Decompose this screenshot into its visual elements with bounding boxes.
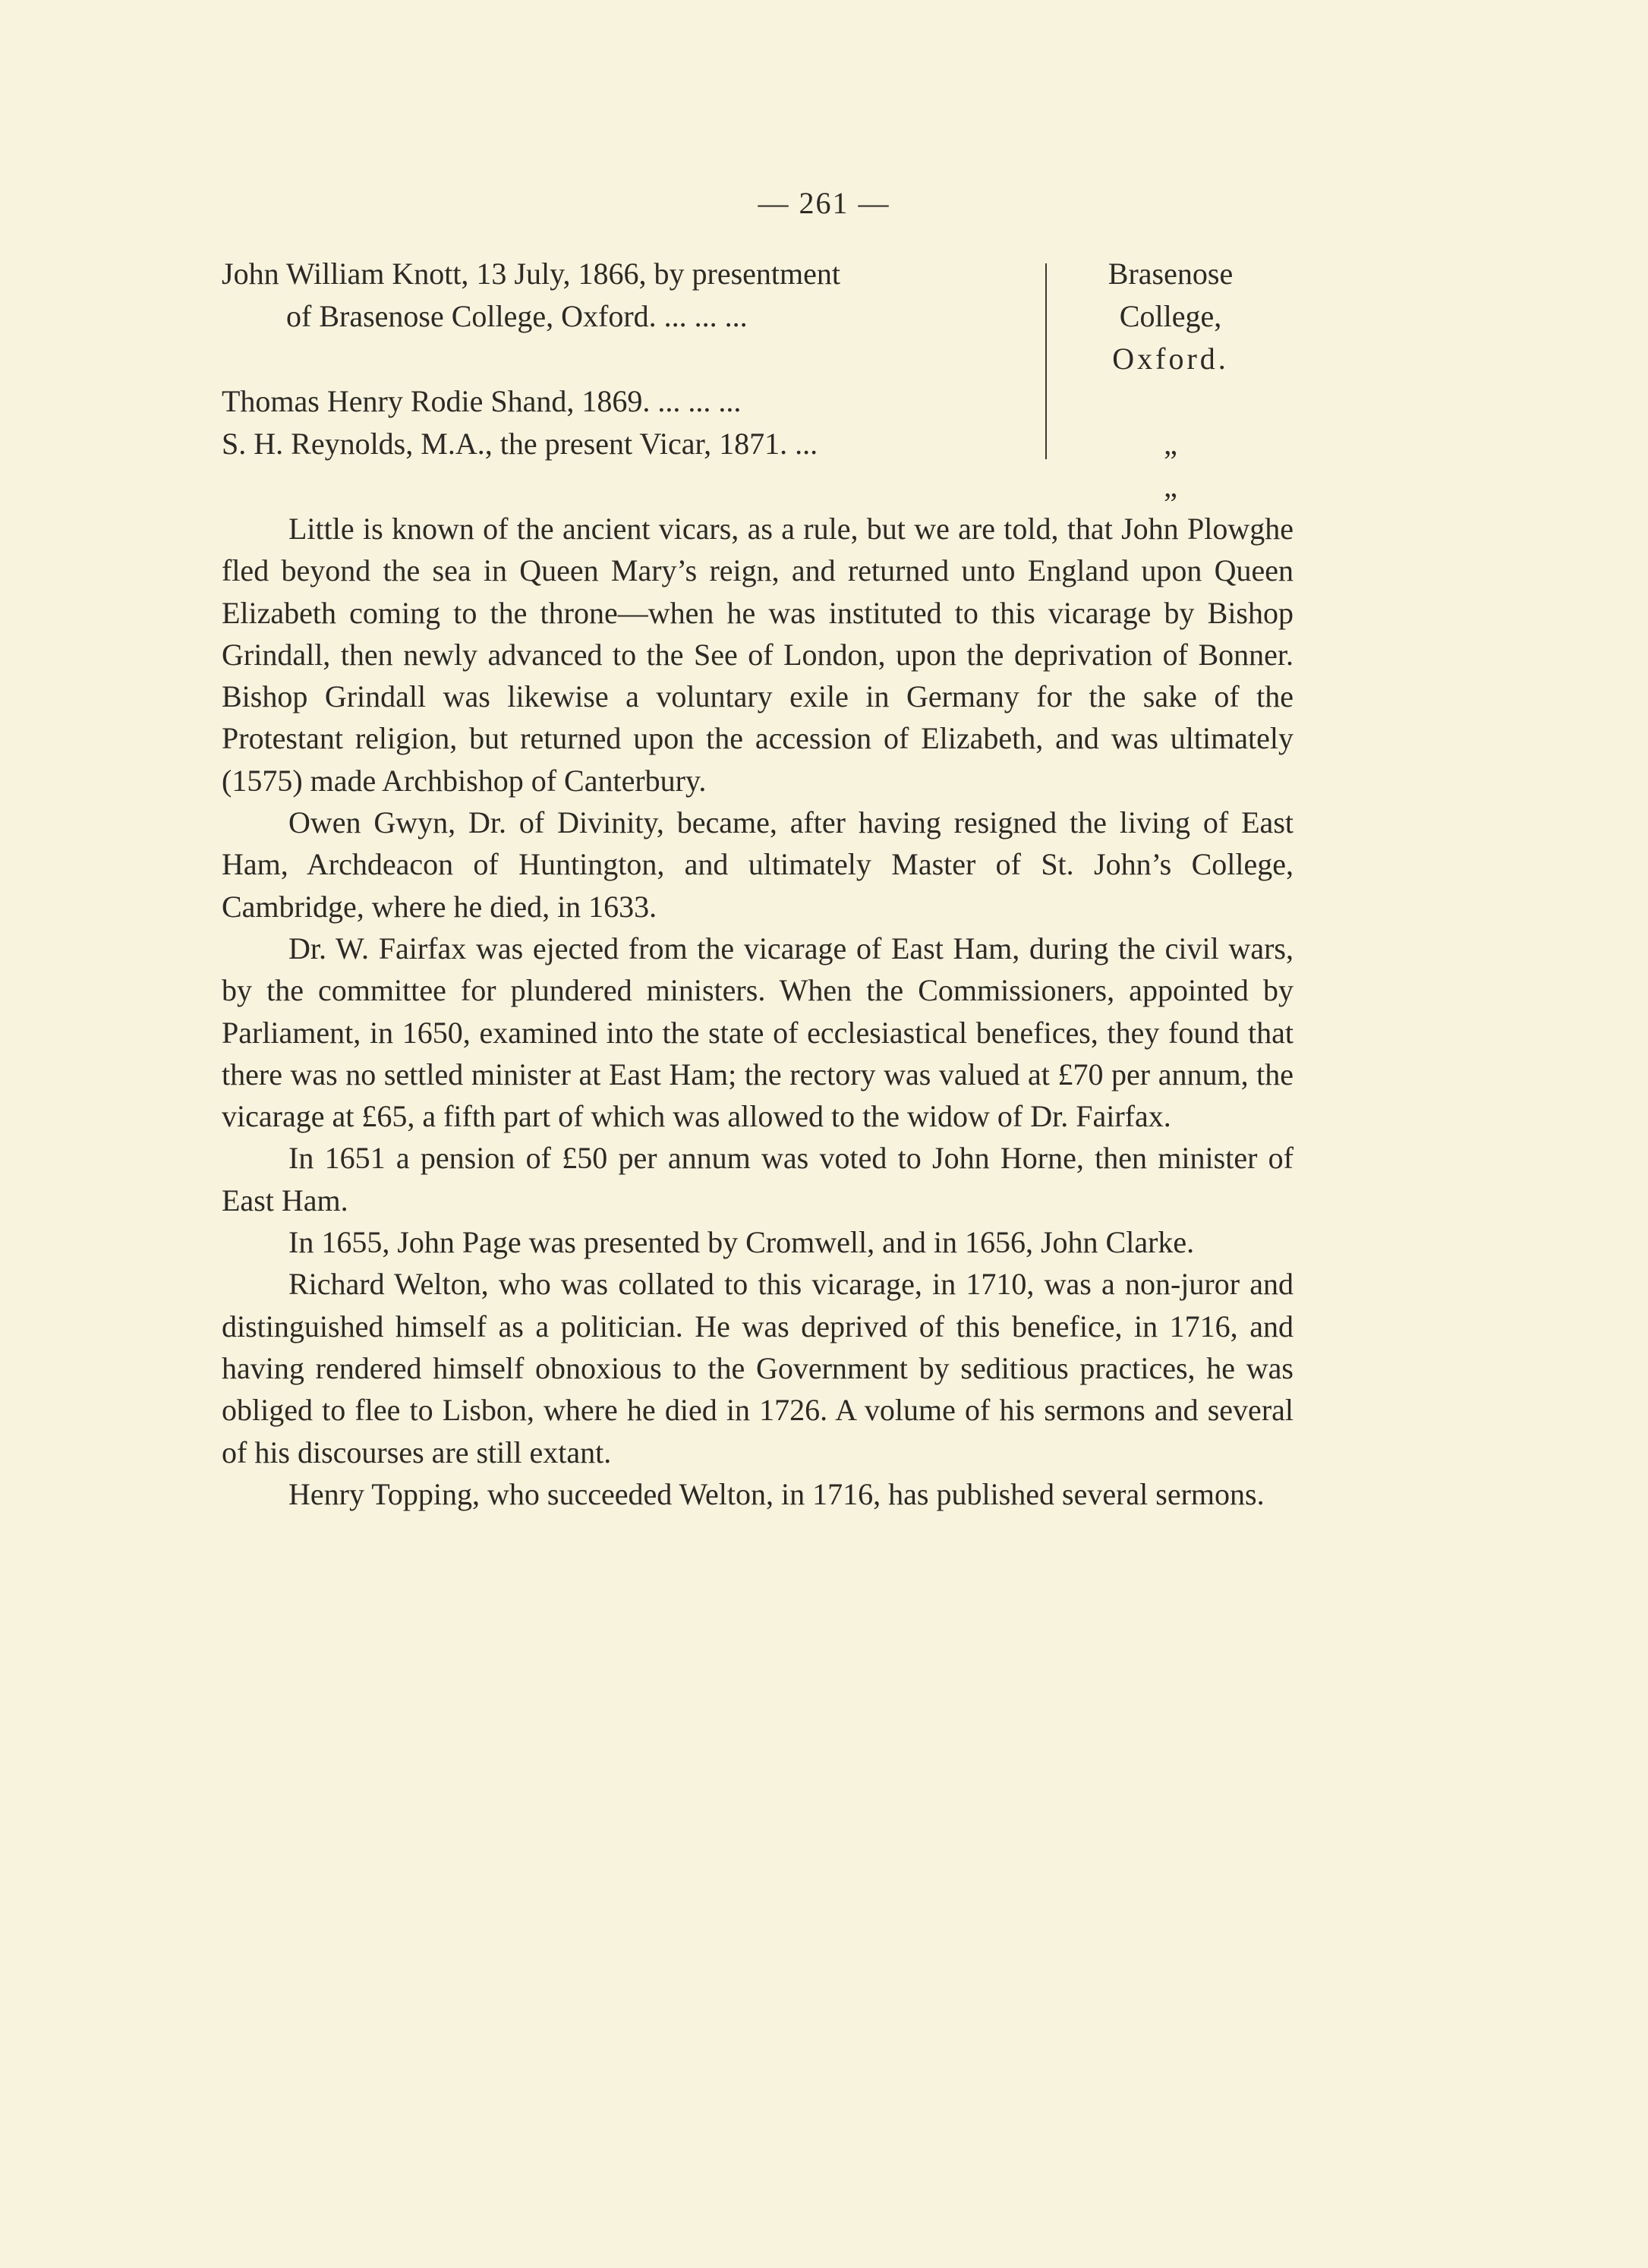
page-number: — 261 — — [758, 186, 890, 220]
body-text — [222, 508, 1294, 1515]
paragraph-fairfax: Dr. W. Fairfax was ejected from the vicarage of East Ham, during the civil wars, by the committee for plundered ministers. When the Commissioners, appointed by Parliament, in 1650, examined into the state of ecclesiastical benefices, they found that there was no settled minister at East Ham; the rectory was valued at £70 per annum, the vicarage at £65, a fifth part of which was allowed to the widow of Dr. Fairfax. — [222, 931, 1294, 1134]
paragraph-pension-1651: In 1651 a pension of £50 per annum was voted to John Horne, then minister of East Ham. — [222, 1141, 1294, 1217]
vicar-entries — [222, 253, 1041, 465]
patron-line-4 — [1064, 380, 1277, 423]
patron-line-2: College, — [1119, 299, 1222, 333]
vicar-entry-knott-line-1: John William Knott, 13 July, 1866, by presentment — [222, 257, 840, 291]
patron-column — [1064, 253, 1277, 508]
vicar-entry-reynolds: S. H. Reynolds, M.A., the present Vicar, 1871. ... — [222, 427, 818, 461]
patron-line-1: Brasenose — [1108, 257, 1234, 291]
vicar-entry-shand: Thomas Henry Rodie Shand, 1869. ... ... ... — [222, 384, 742, 418]
paragraph-ancient-vicars: Little is known of the ancient vicars, as a rule, but we are told, that John Plowghe fled beyond the sea in Queen Mary’s reign, and returned unto England upon Queen Elizabeth coming to the throne—when he was instituted to this vicarage by Bishop Grindall, then newly advanced to the See of London, upon the deprivation of Bonner. Bishop Grindall was likewise a voluntary exile in Germany for the sake of the Protestant religion, but returned upon the accession of Elizabeth, and was ultimately (1575) made Archbishop of Canterbury. — [222, 512, 1294, 798]
patron-ditto-shand: „ — [1164, 427, 1177, 461]
vicar-list — [222, 253, 1277, 503]
column-divider — [1045, 263, 1047, 459]
paragraph-owen-gwyn: Owen Gwyn, Dr. of Divinity, became, after having resigned the living of East Ham, Archdeacon of Huntington, and ultimately Master of St. John’s College, Cambridge, where he died, in 1633. — [222, 805, 1294, 924]
patron-line-3: Oxford. — [1112, 342, 1229, 376]
paragraph-page-1655: In 1655, John Page was presented by Cromwell, and in 1656, John Clarke. — [288, 1225, 1195, 1260]
paragraph-topping: Henry Topping, who succeeded Welton, in 1716, has published several sermons. — [288, 1476, 1265, 1511]
paragraph-welton: Richard Welton, who was collated to this vicarage, in 1710, was a non-juror and distinguished himself as a politician. He was deprived of this benefice, in 1716, and having rendered himself obnoxious to the Government by seditious practices, he was obliged to flee to Lisbon, where he died in 1726. A volume of his sermons and several of his discourses are still extant. — [222, 1267, 1294, 1469]
vicar-entry-knott-line-2: of Brasenose College, Oxford. ... ... ... — [286, 299, 748, 333]
patron-ditto-reynolds: „ — [1164, 469, 1177, 503]
